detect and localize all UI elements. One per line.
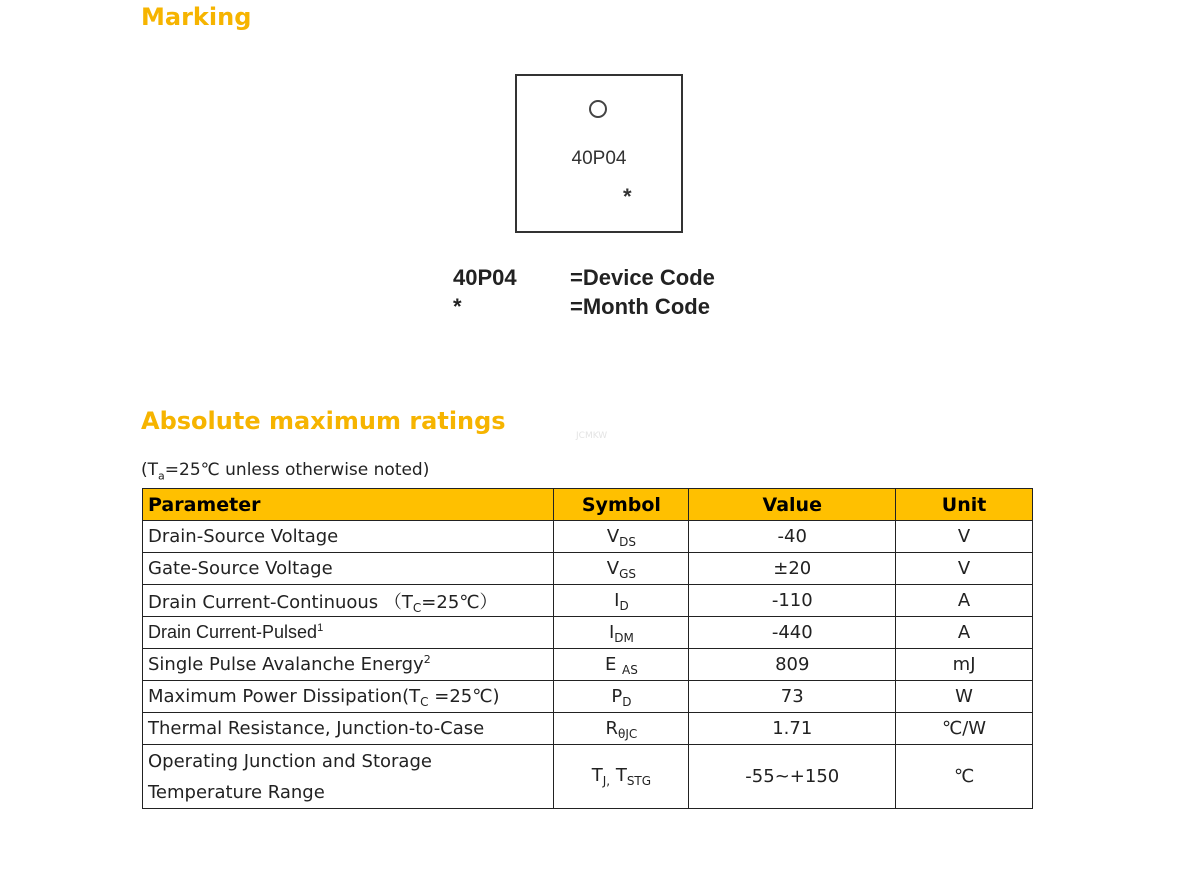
param-sub: C [412,600,422,615]
symbol-cell [554,713,689,745]
legend-device-symbol: 40P04 [453,265,517,290]
value-cell: -110 [689,585,896,617]
table-row [143,745,1033,809]
unit-cell: W [896,681,1033,713]
param-text-a: Drain Current-Continuous （T [148,591,413,613]
param-cell: Thermal Resistance, Junction-to-Case [143,713,554,745]
symbol-cell [554,617,689,649]
legend-device-desc: =Device Code [570,265,715,290]
header-unit: Unit [896,489,1033,521]
symbol-main: E [604,654,617,675]
header-value: Value [689,489,896,521]
symbol-main: R [605,718,619,739]
unit-cell: A [896,617,1033,649]
param-text: Single Pulse Avalanche Energy [148,654,424,675]
marking-heading: Marking [141,3,252,31]
table-row [143,585,1033,617]
unit-cell: V [896,521,1033,553]
param-text-a: Maximum Power Dissipation(T [148,686,421,707]
symbol-sub-2: STG [626,774,652,788]
unit-cell: A [896,585,1033,617]
symbol-cell [554,649,689,681]
note-sub: a [158,469,165,483]
param-text-b: =25℃） [421,591,498,613]
symbol-main: P [611,686,623,707]
header-symbol: Symbol [554,489,689,521]
unit-cell: V [896,553,1033,585]
param-sub: C [420,695,429,709]
param-text: Drain Current-Pulsed [148,622,318,642]
symbol-cell [554,681,689,713]
value-cell: 1.71 [689,713,896,745]
pin1-indicator-icon [589,100,607,118]
param-cell [143,681,554,713]
symbol-main: V [606,526,620,547]
chip-device-code: 40P04 [571,148,627,169]
symbol-sub: GS [619,567,637,581]
value-cell: ±20 [689,553,896,585]
symbol-sub: DM [614,631,634,645]
table-row [143,681,1033,713]
note-prefix: (T [141,460,159,480]
value-cell: -440 [689,617,896,649]
table-header-row [143,489,1033,521]
value-cell: 809 [689,649,896,681]
symbol-main: I [608,622,615,643]
symbol-sub: AS [622,663,638,677]
ratings-note [141,460,429,482]
watermark: JCMKW [576,431,608,441]
symbol-sub: J, [602,774,611,788]
value-cell: -55~+150 [689,745,896,809]
note-suffix: =25℃ unless otherwise noted) [164,460,430,480]
legend-month-desc: =Month Code [570,294,710,319]
param-cell: Gate-Source Voltage [143,553,554,585]
symbol-cell [554,585,689,617]
param-cell [143,649,554,681]
symbol-cell [554,553,689,585]
symbol-sub: D [619,599,629,613]
chip-month-mark: * [623,184,632,209]
param-text-b: =25℃) [428,686,500,707]
symbol-sub: DS [619,535,636,549]
symbol-main: I [614,590,620,611]
unit-cell: ℃/W [896,713,1033,745]
table-row [143,617,1033,649]
unit-cell: mJ [896,649,1033,681]
symbol-main: T [591,765,603,786]
symbol-cell [554,745,689,809]
symbol-cell [554,521,689,553]
package-marking-diagram [515,74,683,233]
header-parameter: Parameter [143,489,554,521]
value-cell: 73 [689,681,896,713]
symbol-sub: D [622,695,632,709]
table-row [143,553,1033,585]
param-cell [143,585,554,617]
param-cell [143,745,554,809]
unit-cell: ℃ [896,745,1033,809]
param-line-2: Temperature Range [148,781,325,803]
table-row [143,713,1033,745]
symbol-main: V [606,558,620,579]
value-cell: -40 [689,521,896,553]
table-row [143,521,1033,553]
param-cell: Drain-Source Voltage [143,521,554,553]
ratings-heading: Absolute maximum ratings [141,407,506,435]
symbol-sub: θJC [618,727,638,741]
symbol-main-2: T [610,765,627,786]
param-cell [143,617,554,649]
footnote-marker: 1 [317,622,324,634]
table-row [143,649,1033,681]
param-line-1: Operating Junction and Storage [148,750,432,772]
footnote-marker: 2 [423,653,431,666]
ratings-table [142,488,1033,809]
legend-month-symbol: * [453,294,462,319]
